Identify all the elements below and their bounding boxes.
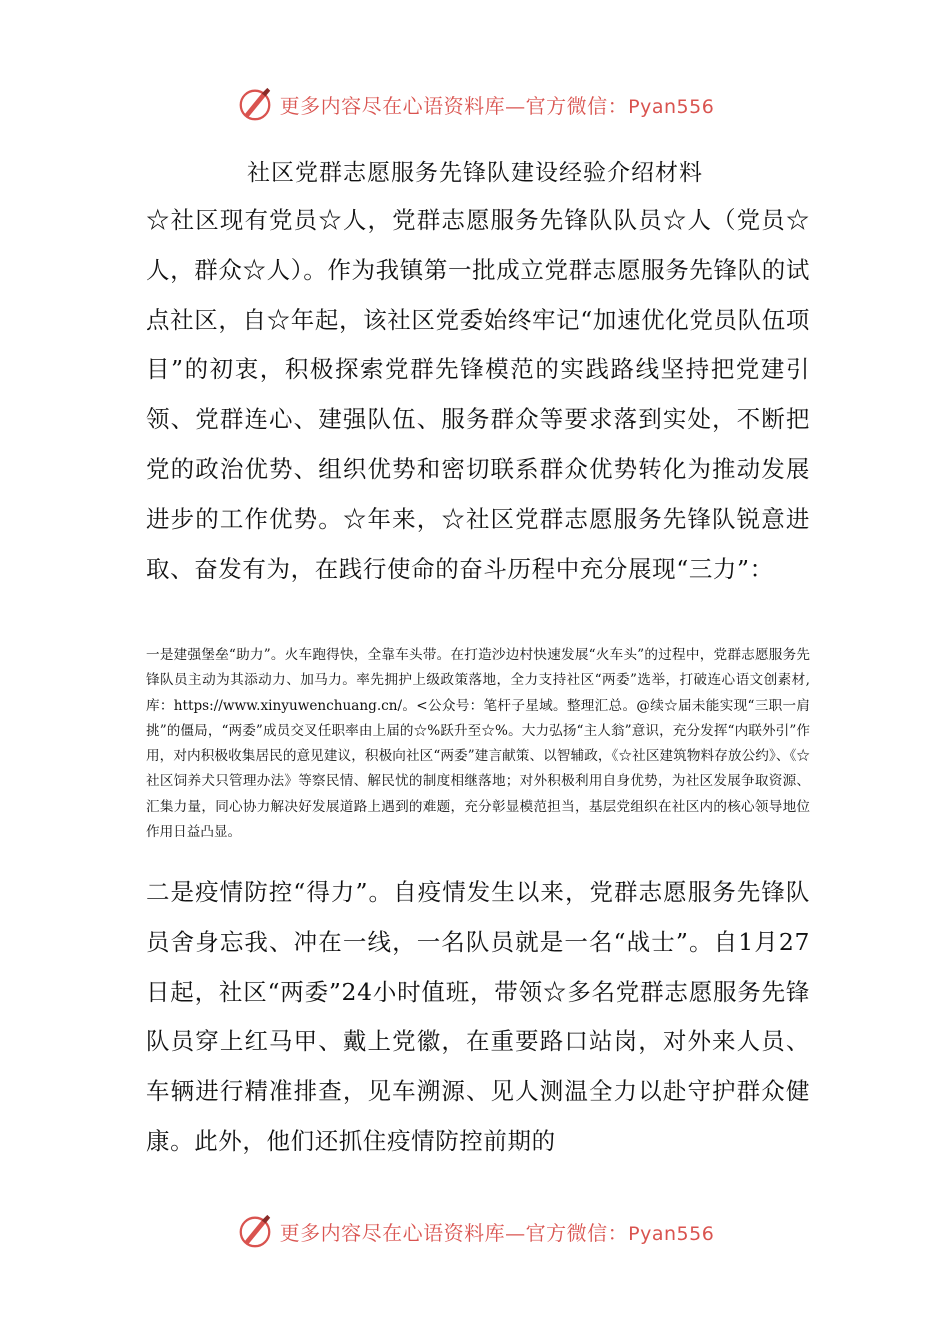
paragraph-epidemic: 二是疫情防控“得力”。自疫情发生以来，党群志愿服务先锋队员舍身忘我、冲在一线，一名队员就是一名“战士”。自1月27日起，社区“两委”24小时值班，带领☆多名党群志愿服务先锋队员穿上红马甲、戴上党徽，在重要路口站岗，对外来人员、车辆进行精准排查，见车溯源、见人测温全力以赴守护群众健康。此外，他们还抓住疫情防控前期的: [146, 878, 810, 1155]
footer-banner: [0, 1207, 950, 1255]
pen-circle-logo-icon: [236, 1212, 274, 1250]
pen-circle-logo-icon: [236, 85, 274, 123]
wechat-id: Pyan556: [628, 1222, 715, 1245]
banner-text: 更多内容尽在心语资料库—官方微信：Pyan556: [279, 93, 715, 118]
wechat-id: Pyan556: [628, 95, 715, 118]
paragraph-fortress: 一是建强堡垒“助力”。火车跑得快，全靠车头带。在打造沙边村快速发展“火车头”的过程中，党群志愿服务先锋队员主动为其添动力、加马力。率先拥护上级政策落地，全力支持社区“两委”选举，打破连心语文创素材,库：https://www.xinyuwenchuang.cn/。<公众号：笔杆子星域。整理汇总。@续☆届未能实现“三职一肩挑”的僵局，“两委”成员交叉任职率由上届的☆%跃升至☆%。大力弘扬“主人翁”意识，充分发挥“内联外引”作用，对内积极收集居民的意见建议，积极向社区“两委”建言献策、以智辅政，《☆社区建筑物料存放公约》、《☆社区饲养犬只管理办法》等察民情、解民忧的制度相继落地；对外积极利用自身优势，为社区发展争取资源、汇集力量，同心协力解决好发展道路上遇到的难题，充分彰显模范担当，基层党组织在社区内的核心领导地位作用日益凸显。: [146, 647, 810, 841]
paragraph-intro: ☆社区现有党员☆人，党群志愿服务先锋队队员☆人（党员☆人，群众☆人）。作为我镇第一批成立党群志愿服务先锋队的试点社区，自☆年起，该社区党委始终牢记“加速优化党员队伍项目”的初衷，积极探索党群先锋模范的实践路线坚持把党建引领、党群连心、建强队伍、服务群众等要求落到实处，不断把党的政治优势、组织优势和密切联系群众优势转化为推动发展进步的工作优势。☆年来，☆社区党群志愿服务先锋队锐意进取、奋发有为，在践行使命的奋斗历程中充分展现“三力”：: [146, 206, 810, 583]
banner-text: 更多内容尽在心语资料库—官方微信：Pyan556: [279, 1220, 715, 1245]
document-title: 社区党群志愿服务先锋队建设经验介绍材料: [247, 160, 703, 186]
header-banner: [0, 80, 950, 128]
